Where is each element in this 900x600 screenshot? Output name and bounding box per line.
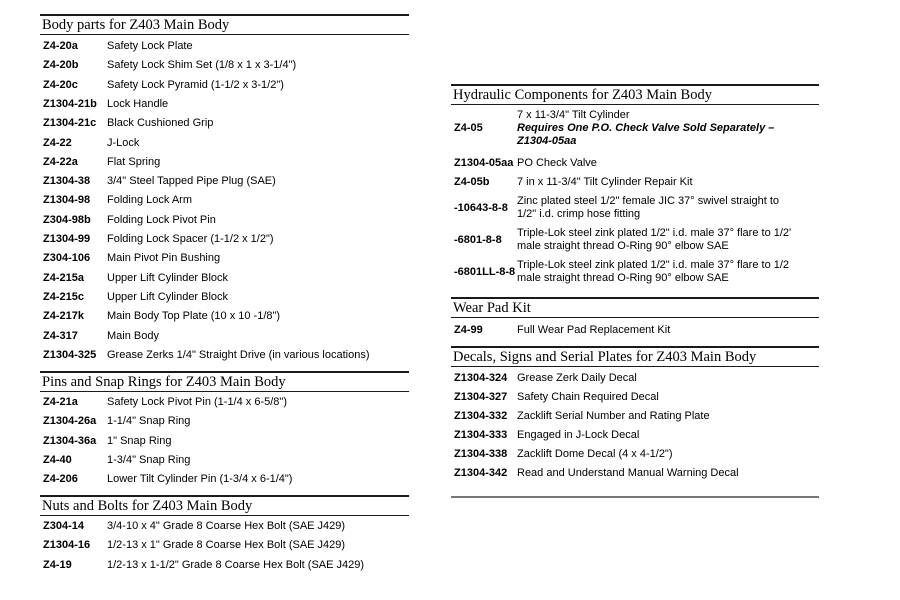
part-number: Z1304-16 — [43, 539, 91, 552]
list-item — [40, 396, 409, 409]
part-description-line: Zinc plated steel 1/2" female JIC 37° swivel straight to — [517, 195, 780, 207]
part-number: -10643-8-8 — [454, 202, 508, 214]
list-item — [40, 473, 409, 486]
section-body-parts — [40, 14, 409, 379]
part-number: Z1304-338 — [454, 448, 508, 460]
part-description: 1" Snap Ring — [107, 434, 172, 447]
part-description-line: Triple-Lok steel zink plated 1/2" i.d. male 37° flare to 1/2 — [517, 259, 790, 271]
list-item — [451, 324, 819, 337]
part-description: Main Pivot Pin Bushing — [107, 252, 221, 265]
list-item — [40, 349, 409, 362]
section-hydraulic — [451, 84, 819, 295]
part-description: 1/2-13 x 1-1/2" Grade 8 Coarse Hex Bolt (SAE J429) — [107, 558, 365, 571]
list-item — [451, 259, 819, 285]
parts-list — [451, 318, 819, 344]
list-item — [451, 372, 819, 385]
part-description: Black Cushioned Grip — [107, 117, 214, 130]
part-description: 1-1/4" Snap Ring — [107, 415, 191, 428]
part-number: Z4-215c — [43, 290, 84, 303]
list-item — [40, 214, 409, 227]
part-number: -6801LL-8-8 — [454, 266, 516, 278]
section-title: Wear Pad Kit — [451, 297, 819, 318]
part-description: Upper Lift Cylinder Block — [107, 271, 229, 284]
list-item — [451, 410, 819, 423]
part-description-line: Zacklift Dome Decal (4 x 4-1/2") — [517, 448, 673, 460]
list-item — [451, 448, 819, 461]
part-number: Z304-14 — [43, 520, 84, 532]
list-item — [40, 137, 409, 150]
parts-list — [451, 367, 819, 495]
part-description-line: Safety Chain Required Decal — [517, 391, 659, 403]
part-description-line: male straight thread O-Ring 90° elbow SAE — [517, 240, 729, 252]
part-number: Z1304-36a — [43, 434, 97, 447]
part-description: 3/4" Steel Tapped Pipe Plug (SAE) — [107, 175, 276, 188]
part-description-line: Z1304-05aa — [517, 135, 577, 147]
part-number: Z4-19 — [43, 558, 72, 571]
list-item — [451, 109, 819, 148]
list-item — [40, 539, 409, 552]
part-number: Z4-215a — [43, 271, 84, 284]
part-number: Z4-05b — [454, 176, 490, 188]
list-item — [40, 117, 409, 130]
list-item — [40, 156, 409, 169]
list-item — [40, 272, 409, 285]
list-item — [451, 157, 819, 170]
part-description-line: male straight thread O-Ring 90° elbow SAE — [517, 272, 729, 284]
part-number: Z1304-99 — [43, 233, 91, 245]
list-item — [451, 467, 819, 480]
part-description: Safety Lock Pyramid (1-1/2 x 3-1/2") — [107, 78, 284, 91]
list-item — [40, 194, 409, 207]
part-number: Z304-98b — [43, 213, 91, 226]
section-title: Hydraulic Components for Z403 Main Body — [451, 84, 819, 105]
part-number: Z1304-342 — [454, 467, 508, 479]
part-description-line: Read and Understand Manual Warning Decal — [517, 467, 739, 479]
list-item — [40, 175, 409, 188]
part-number: -6801-8-8 — [454, 234, 502, 246]
part-description: Lock Handle — [107, 97, 169, 110]
section-title: Body parts for Z403 Main Body — [40, 14, 409, 35]
part-description: Folding Lock Pivot Pin — [107, 213, 216, 226]
part-description: Grease Zerks 1/4" Straight Drive (in various locations) — [107, 348, 370, 361]
part-number: Z4-317 — [43, 329, 78, 342]
part-number: Z4-22a — [43, 155, 78, 168]
section-title: Decals, Signs and Serial Plates for Z403 Main Body — [451, 346, 819, 367]
list-item — [40, 40, 409, 53]
part-number: Z4-206 — [43, 473, 78, 486]
part-number: Z4-05 — [454, 122, 483, 134]
part-number: Z1304-332 — [454, 410, 508, 422]
part-description: 1-3/4" Snap Ring — [107, 453, 191, 466]
parts-list — [451, 105, 819, 295]
part-number: Z1304-38 — [43, 175, 91, 188]
section-title: Pins and Snap Rings for Z403 Main Body — [40, 371, 409, 392]
section-title: Nuts and Bolts for Z403 Main Body — [40, 495, 409, 516]
part-description-line: PO Check Valve — [517, 157, 597, 169]
part-number: Z1304-327 — [454, 391, 508, 403]
part-number: Z1304-26a — [43, 415, 97, 428]
list-item — [40, 520, 409, 533]
list-item — [451, 227, 819, 253]
part-description: J-Lock — [107, 136, 140, 149]
part-description: Folding Lock Spacer (1-1/2 x 1/2") — [107, 233, 274, 245]
part-number: Z1304-05aa — [454, 157, 514, 169]
list-item — [451, 176, 819, 189]
part-description: Main Body Top Plate (10 x 10 -1/8") — [107, 310, 281, 323]
part-number: Z1304-333 — [454, 429, 508, 441]
list-item — [40, 233, 409, 246]
part-description: Lower Tilt Cylinder Pin (1-3/4 x 6-1/4") — [107, 473, 293, 486]
part-description: Flat Spring — [107, 155, 161, 168]
part-number: Z4-20a — [43, 40, 78, 52]
part-number: Z4-40 — [43, 453, 72, 466]
list-item — [40, 454, 409, 467]
part-number: Z1304-98 — [43, 194, 91, 207]
list-item — [40, 435, 409, 448]
list-item — [40, 59, 409, 72]
part-description-line: Engaged in J-Lock Decal — [517, 429, 640, 441]
part-description: Safety Lock Plate — [107, 40, 193, 52]
part-description: 3/4-10 x 4" Grade 8 Coarse Hex Bolt (SAE J429) — [107, 520, 346, 532]
part-number: Z1304-325 — [43, 348, 97, 361]
part-description: Main Body — [107, 329, 159, 342]
list-item — [40, 252, 409, 265]
part-description-line: 1/2" i.d. crimp hose fitting — [517, 208, 641, 220]
list-item — [40, 79, 409, 92]
part-number: Z1304-21c — [43, 117, 97, 130]
list-item — [40, 415, 409, 428]
part-number: Z4-20c — [43, 78, 78, 91]
list-item — [40, 330, 409, 343]
list-item — [40, 98, 409, 111]
part-number: Z304-106 — [43, 252, 91, 265]
section-pins-snap-rings — [40, 371, 409, 492]
section-decals — [451, 346, 819, 495]
list-item — [40, 291, 409, 304]
list-item — [40, 559, 409, 572]
part-description: Safety Lock Shim Set (1/8 x 1 x 3-1/4") — [107, 59, 297, 72]
part-number: Z4-21a — [43, 396, 78, 408]
divider — [451, 496, 819, 498]
part-description-line: Triple-Lok steel zink plated 1/2" i.d. male 37° flare to 1/2' — [517, 227, 792, 239]
list-item — [451, 429, 819, 442]
parts-list — [40, 35, 409, 379]
part-number: Z1304-324 — [454, 372, 508, 384]
part-description: Upper Lift Cylinder Block — [107, 290, 229, 303]
part-number: Z1304-21b — [43, 97, 97, 110]
part-description: 1/2-13 x 1" Grade 8 Coarse Hex Bolt (SAE J429) — [107, 539, 346, 552]
part-description-line: Full Wear Pad Replacement Kit — [517, 324, 671, 336]
part-number: Z4-20b — [43, 59, 79, 72]
section-wear-pad-kit — [451, 297, 819, 344]
parts-list — [40, 516, 409, 596]
part-description: Folding Lock Arm — [107, 194, 192, 207]
parts-list — [40, 392, 409, 492]
part-description-line: 7 in x 11-3/4" Tilt Cylinder Repair Kit — [517, 176, 693, 188]
part-description-line: Zacklift Serial Number and Rating Plate — [517, 410, 710, 422]
part-description-line: Grease Zerk Daily Decal — [517, 372, 637, 384]
part-description-line: 7 x 11-3/4" Tilt Cylinder — [517, 109, 630, 121]
list-item — [40, 310, 409, 323]
part-number: Z4-217k — [43, 310, 84, 323]
part-number: Z4-99 — [454, 324, 483, 336]
part-description-line: Requires One P.O. Check Valve Sold Separately – — [517, 122, 775, 134]
part-description: Safety Lock Pivot Pin (1-1/4 x 6-5/8") — [107, 396, 287, 408]
section-nuts-bolts — [40, 495, 409, 596]
list-item — [451, 391, 819, 404]
list-item — [451, 195, 819, 221]
part-number: Z4-22 — [43, 136, 72, 149]
